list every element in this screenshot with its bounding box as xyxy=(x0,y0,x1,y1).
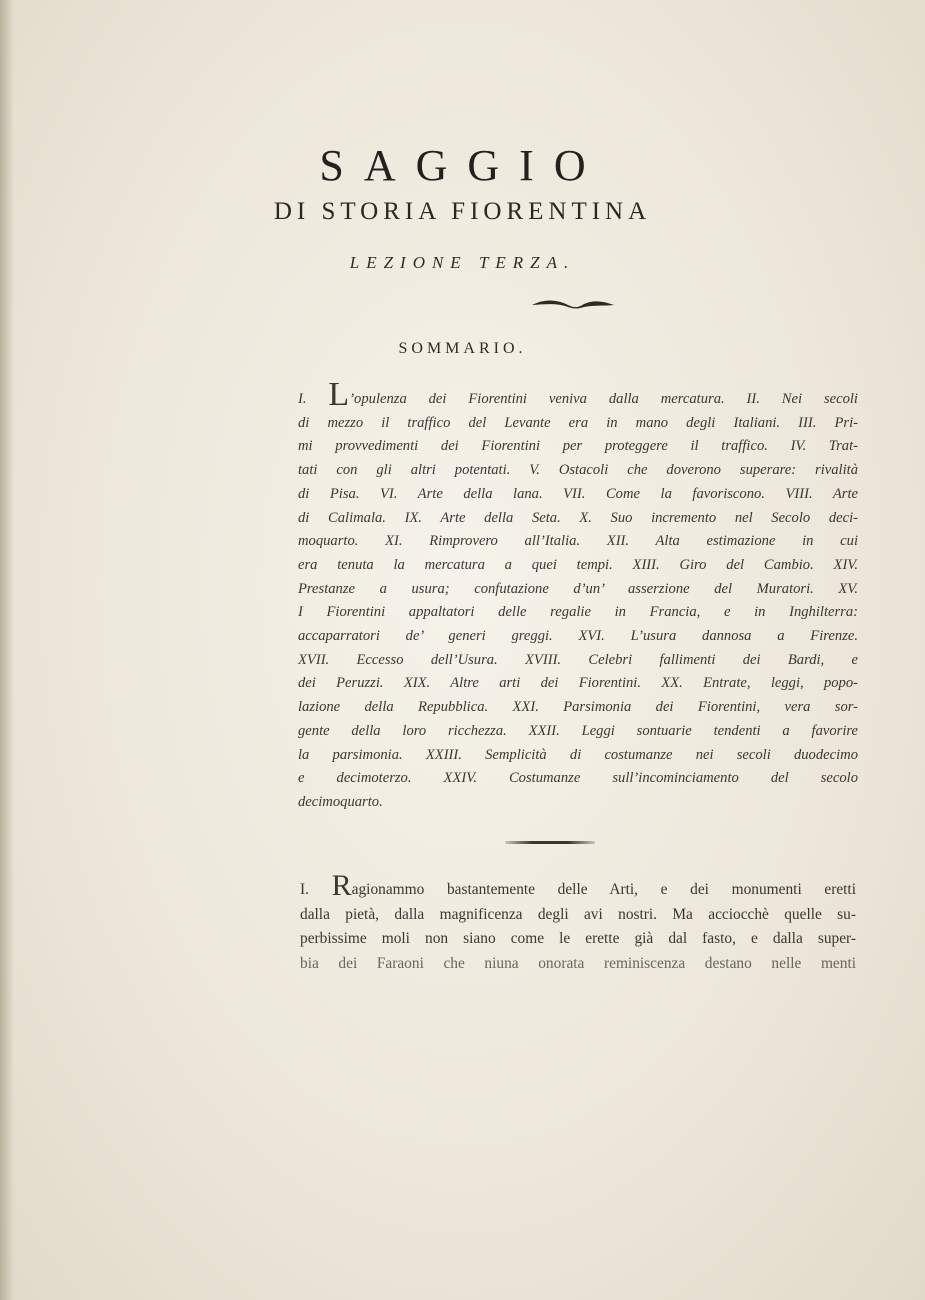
summary-line: e decimoterzo. XXIV. Costumanze sull’incominciamento del secolo xyxy=(298,770,858,787)
summary-line: lazione della Repubblica. XXI. Parsimonia dei Fiorentini, vera sor- xyxy=(298,699,858,716)
body-paragraph xyxy=(300,869,856,976)
summary-line: di mezzo il traffico del Levante era in mano degli Italiani. III. Pri- xyxy=(298,414,858,431)
summary-line: dei Peruzzi. XIX. Altre arti dei Fiorentini. XX. Entrate, leggi, popo- xyxy=(298,675,858,692)
summary-paragraph xyxy=(298,376,858,815)
section-divider xyxy=(505,841,595,844)
body-line: dalla pietà, dalla magnificenza degli avi nostri. Ma acciocchè quelle su- xyxy=(300,905,856,923)
summary-line: I. L’opulenza dei Fiorentini veniva dalla mercatura. II. Nei secoli xyxy=(298,376,858,413)
summary-line: gente della loro ricchezza. XXII. Leggi sontuarie tendenti a favorire xyxy=(298,722,858,739)
page-edge-shadow xyxy=(0,0,14,1300)
summary-line: decimoquarto. xyxy=(298,793,383,810)
page-title: SAGGIO xyxy=(319,141,606,190)
summary-line: accaparratori de’ generi greggi. XVI. L’usura dannosa a Firenze. xyxy=(298,628,858,645)
summary-line: di Calimala. IX. Arte della Seta. X. Suo incremento nel Secolo deci- xyxy=(298,509,858,526)
summary-line: XVII. Eccesso dell’Usura. XVIII. Celebri fallimenti dei Bardi, e xyxy=(298,651,858,668)
summary-line: di Pisa. VI. Arte della lana. VII. Come la favoriscono. VIII. Arte xyxy=(298,485,858,502)
ornament-flourish xyxy=(528,296,618,314)
drop-initial-l: L xyxy=(328,376,350,413)
page-subtitle: DI STORIA FIORENTINA xyxy=(273,198,652,225)
summary-line: I Fiorentini appaltatori delle regalie in Francia, e in Inghilterra: xyxy=(298,604,858,621)
summary-line: era tenuta la mercatura a quei tempi. XIII. Giro del Cambio. XIV. xyxy=(298,556,858,573)
body-line: perbissime moli non siano come le erette già dal fasto, e dalla super- xyxy=(300,930,856,947)
summary-line: tati con gli altri potentati. V. Ostacoli che doverono superare: rivalità xyxy=(298,462,858,479)
body-line: I. Ragionammo bastantemente delle Arti, e dei monumenti eretti xyxy=(300,869,856,902)
summary-line: mi provvedimenti dei Fiorentini per proteggere il traffico. IV. Trat- xyxy=(298,438,858,455)
body-line: bia dei Faraoni che niuna onorata reminiscenza destano nelle menti xyxy=(300,954,856,972)
lesson-heading: LEZIONE TERZA. xyxy=(349,253,576,272)
drop-initial-r: R xyxy=(331,869,352,902)
summary-line: moquarto. XI. Rimprovero all’Italia. XII. Alta estimazione in cui xyxy=(298,533,858,550)
summary-line: la parsimonia. XXIII. Semplicità di costumanze nei secoli duodecimo xyxy=(298,746,858,763)
summary-heading: SOMMARIO. xyxy=(398,340,527,357)
summary-number: I. xyxy=(298,391,307,407)
body-number: I. xyxy=(300,881,309,898)
summary-line: Prestanze a usura; confutazione d’un’ asserzione del Muratori. XV. xyxy=(298,580,858,597)
